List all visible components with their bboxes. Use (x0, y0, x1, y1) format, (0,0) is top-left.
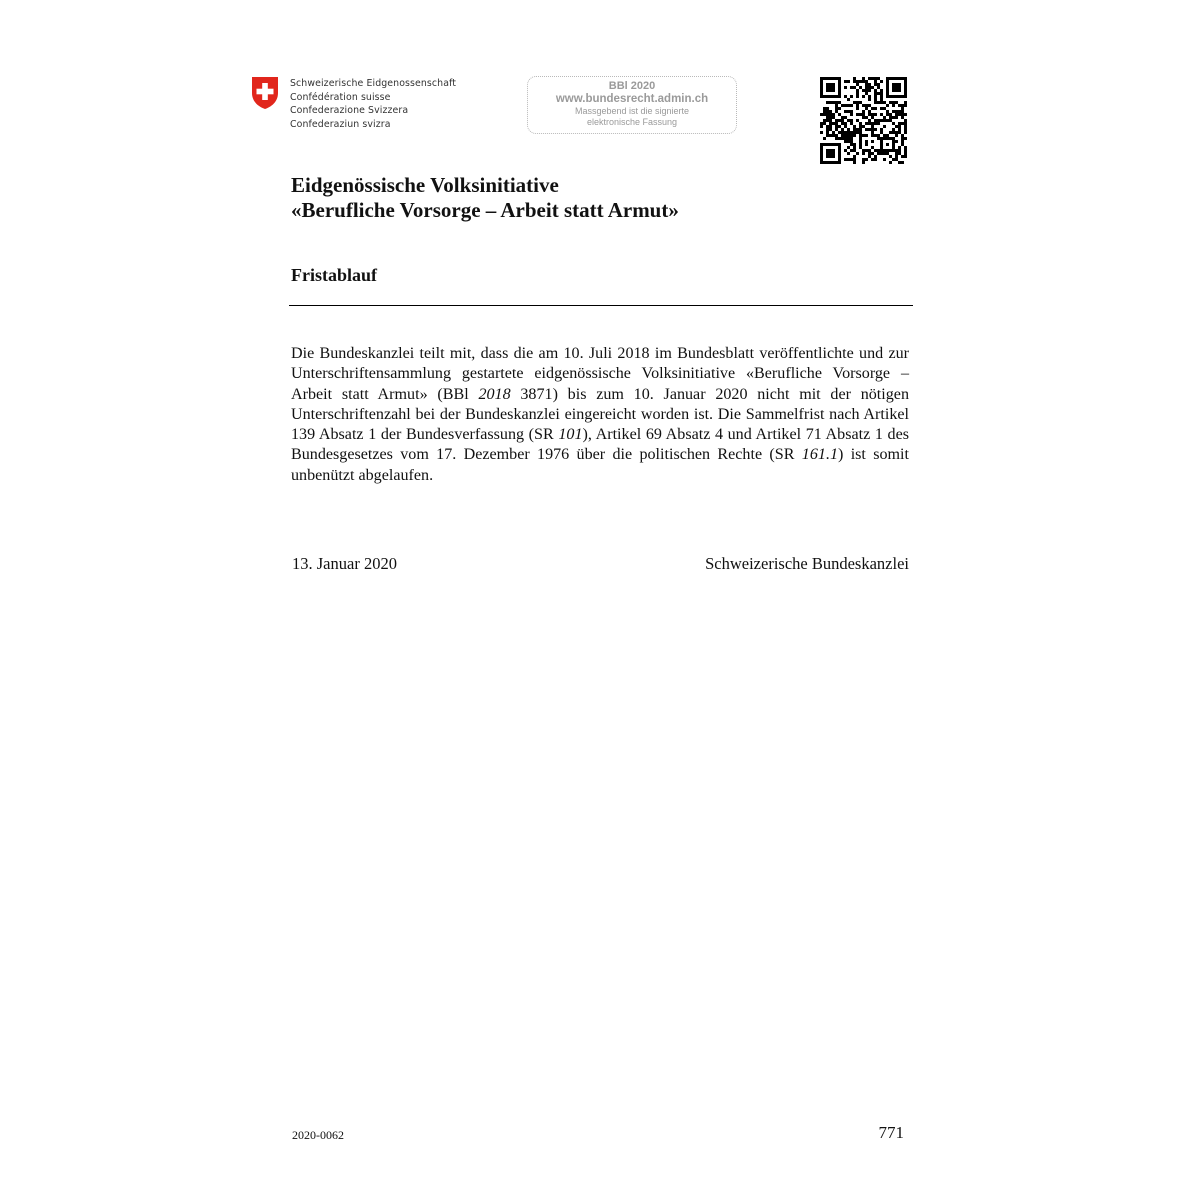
body-ref-sr-161: 161.1 (801, 446, 839, 464)
bbl-stamp (527, 76, 737, 134)
stamp-note-2: elektronische Fassung (586, 117, 678, 127)
body-ref-sr-101: 101 (558, 426, 583, 444)
body-text-1: Die Bundeskanzlei teilt mit, dass die am 10. Juli 2018 im Bundesblatt veröffentlichte und zur Unterschriftensammlung gestartete eidgenössische Volksinitiative «Berufliche Vorsorge – Arbeit statt Armut» (BBl (291, 345, 909, 403)
logo-line-it: Confederazione Svizzera (290, 105, 409, 117)
body-text-2: 3871) bis zum 10. Januar 2020 nicht mit der nötigen Unterschriftenzahl bei der Bundeskanzlei eingereicht worden ist. Die Sammelfrist nach Artikel 139 Absatz 1 der Bundesverfassung (SR (291, 385, 909, 444)
stamp-url: www.bundesrecht.admin.ch (555, 93, 709, 105)
stamp-reference: BBl 2020 (608, 80, 656, 92)
logo-line-rm: Confederaziun svizra (290, 118, 391, 130)
heading-divider (289, 305, 913, 306)
swiss-coat-of-arms-icon (251, 76, 279, 110)
body-text-3: ), Artikel 69 Absatz 4 und Artikel 71 Absatz 1 des Bundesgesetzes vom 17. Dezember 1976 über die politischen Rechte (SR (291, 426, 909, 464)
body-text-4: ) ist somit unbenützt abgelaufen. (291, 446, 910, 484)
publication-date: 13. Januar 2020 (292, 554, 397, 573)
title-line-2: «Berufliche Vorsorge – Arbeit statt Armut» (291, 198, 679, 222)
logo-line-fr: Confédération suisse (290, 91, 391, 103)
qr-code-icon (820, 77, 907, 164)
document-title (291, 173, 679, 223)
logo-line-de: Schweizerische Eidgenossenschaft (290, 78, 457, 89)
logo-wordmark (290, 77, 456, 131)
page-number: 771 (878, 1123, 904, 1142)
section-heading: Fristablauf (291, 265, 378, 285)
announcement-paragraph (291, 344, 909, 486)
body-ref-bbl-year: 2018 (478, 385, 511, 403)
title-line-1: Eidgenössische Volksinitiative (291, 173, 559, 197)
document-number: 2020-0062 (292, 1128, 344, 1142)
stamp-note-1: Massgebend ist die signierte (574, 106, 690, 116)
issuing-authority: Schweizerische Bundeskanzlei (705, 554, 909, 573)
